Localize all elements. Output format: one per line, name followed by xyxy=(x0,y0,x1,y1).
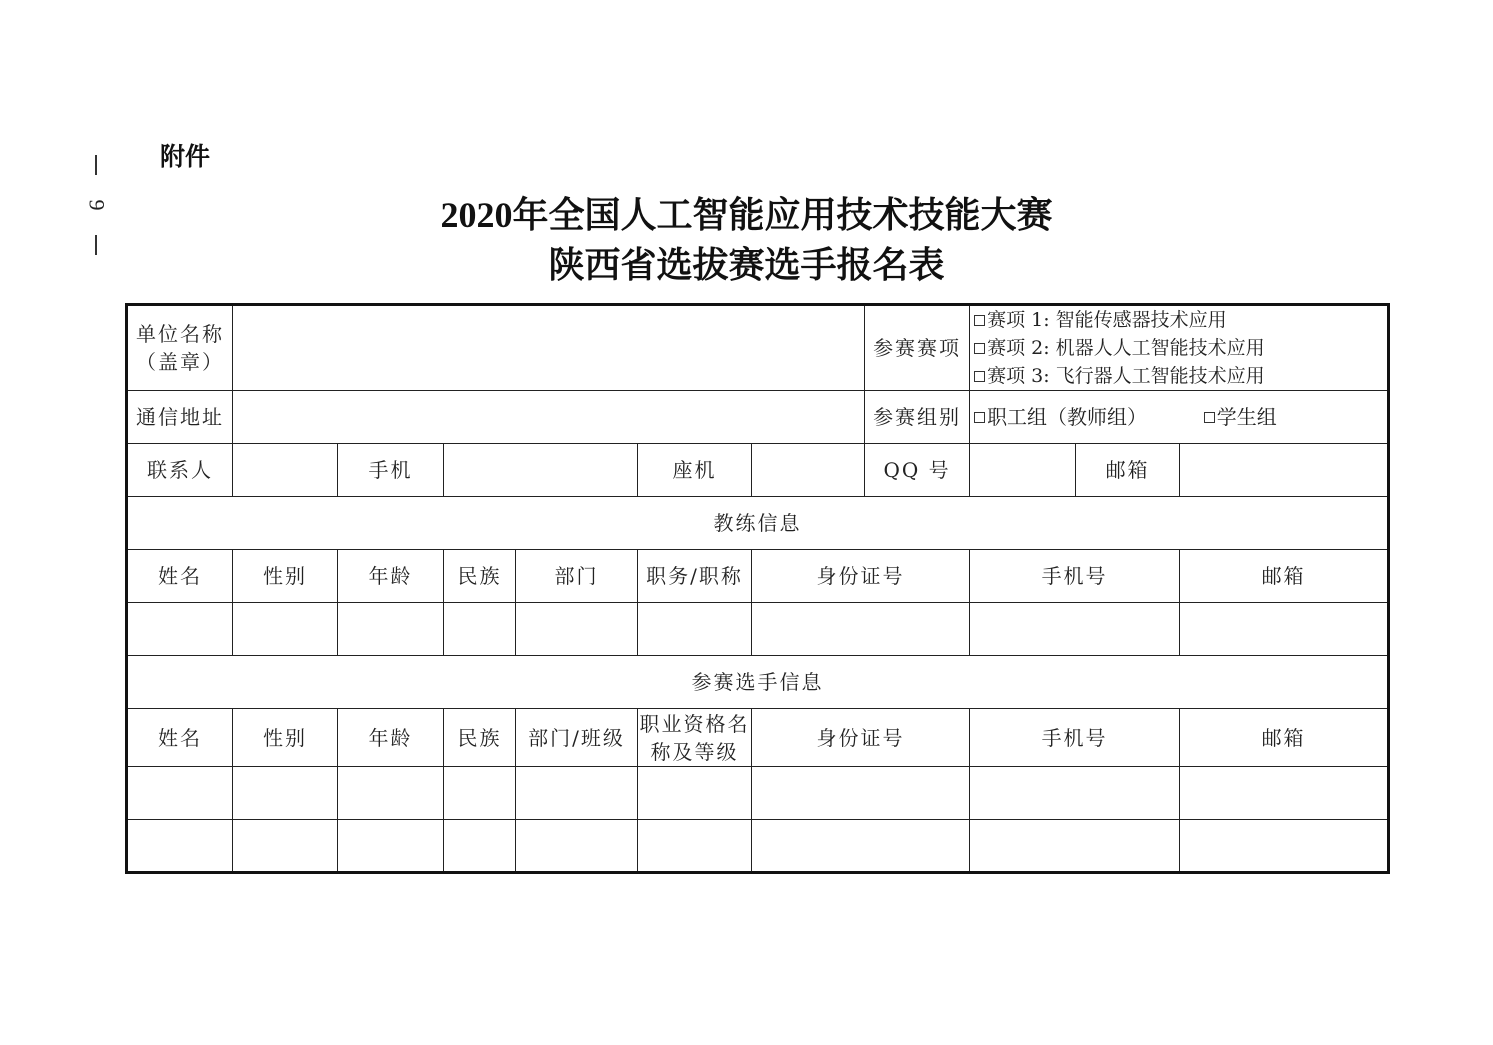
title-line-2: 陕西省选拔赛选手报名表 xyxy=(548,245,945,286)
group-option-staff[interactable] xyxy=(974,405,1147,429)
checkbox-icon[interactable] xyxy=(974,315,985,326)
contestant-header-id-number: 身份证号 xyxy=(752,709,970,767)
page-number-value: 9 xyxy=(84,199,109,211)
contestant-name-field[interactable] xyxy=(127,767,233,820)
coach-section-title: 教练信息 xyxy=(127,497,1389,550)
row-contestant-headers xyxy=(127,709,1389,767)
form-title xyxy=(0,190,1493,291)
group-options xyxy=(970,391,1389,444)
contestant-phone-field[interactable] xyxy=(970,767,1180,820)
contestant-header-qualification xyxy=(638,709,752,767)
event-option-2[interactable] xyxy=(974,334,1387,362)
contestant-qualification-field[interactable] xyxy=(638,767,752,820)
contact-person-field[interactable] xyxy=(233,444,338,497)
page-number-dash-top xyxy=(95,155,97,175)
address-field[interactable] xyxy=(233,391,865,444)
coach-title-field[interactable] xyxy=(638,603,752,656)
coach-header-gender: 性别 xyxy=(233,550,338,603)
contestant-qualification-field[interactable] xyxy=(638,820,752,873)
checkbox-icon[interactable] xyxy=(974,343,985,354)
qq-label: QQ 号 xyxy=(865,444,970,497)
checkbox-icon[interactable] xyxy=(1204,412,1215,423)
coach-gender-field[interactable] xyxy=(233,603,338,656)
unit-name-label-line1: 单位名称 xyxy=(136,322,224,346)
event-option-3[interactable] xyxy=(974,362,1387,390)
coach-header-age: 年龄 xyxy=(338,550,444,603)
unit-name-label-line2: （盖章） xyxy=(136,350,224,374)
coach-header-ethnicity: 民族 xyxy=(444,550,516,603)
title-year: 2020 xyxy=(440,195,513,235)
mobile-label: 手机 xyxy=(338,444,444,497)
group-option-student[interactable] xyxy=(1204,405,1277,429)
group-label: 参赛组别 xyxy=(865,391,970,444)
contestant-header-qualification-line1: 职业资格名 xyxy=(639,711,750,736)
contestant-email-field[interactable] xyxy=(1180,820,1389,873)
contestant-header-phone: 手机号 xyxy=(970,709,1180,767)
row-contestant-title xyxy=(127,656,1389,709)
coach-header-department: 部门 xyxy=(516,550,638,603)
title-line-1 xyxy=(0,190,1493,241)
coach-header-phone: 手机号 xyxy=(970,550,1180,603)
contestant-ethnicity-field[interactable] xyxy=(444,820,516,873)
contact-person-label: 联系人 xyxy=(127,444,233,497)
contestant-age-field[interactable] xyxy=(338,820,444,873)
landline-label: 座机 xyxy=(638,444,752,497)
row-coach-headers xyxy=(127,550,1389,603)
coach-department-field[interactable] xyxy=(516,603,638,656)
contestant-header-department-class: 部门/班级 xyxy=(516,709,638,767)
unit-name-field[interactable] xyxy=(233,305,865,391)
event-options xyxy=(970,305,1389,391)
contestant-gender-field[interactable] xyxy=(233,767,338,820)
event-option-1[interactable] xyxy=(974,306,1387,334)
coach-ethnicity-field[interactable] xyxy=(444,603,516,656)
unit-name-label xyxy=(127,305,233,391)
contestant-email-field[interactable] xyxy=(1180,767,1389,820)
contestant-header-qualification-line2: 称及等级 xyxy=(650,739,739,764)
title-line-1-text: 年全国人工智能应用技术技能大赛 xyxy=(512,195,1053,236)
event-option-2-label: 赛项 2: 机器人人工智能技术应用 xyxy=(987,337,1265,359)
contestant-header-gender: 性别 xyxy=(233,709,338,767)
group-option-staff-label: 职工组（教师组） xyxy=(987,405,1148,429)
contestant-gender-field[interactable] xyxy=(233,820,338,873)
coach-id-field[interactable] xyxy=(752,603,970,656)
contestant-header-name: 姓名 xyxy=(127,709,233,767)
checkbox-icon[interactable] xyxy=(974,412,985,423)
address-label: 通信地址 xyxy=(127,391,233,444)
event-option-3-label: 赛项 3: 飞行器人工智能技术应用 xyxy=(987,365,1265,387)
contestant-section-title: 参赛选手信息 xyxy=(127,656,1389,709)
contestant-age-field[interactable] xyxy=(338,767,444,820)
row-coach-title xyxy=(127,497,1389,550)
email-field[interactable] xyxy=(1180,444,1389,497)
contestant-header-ethnicity: 民族 xyxy=(444,709,516,767)
coach-name-field[interactable] xyxy=(127,603,233,656)
row-unit-name xyxy=(127,305,1389,391)
landline-field[interactable] xyxy=(752,444,865,497)
contestant-id-field[interactable] xyxy=(752,767,970,820)
coach-data-row xyxy=(127,603,1389,656)
contestant-department-field[interactable] xyxy=(516,767,638,820)
contestant-header-email: 邮箱 xyxy=(1180,709,1389,767)
row-address xyxy=(127,391,1389,444)
contestant-department-field[interactable] xyxy=(516,820,638,873)
coach-header-email: 邮箱 xyxy=(1180,550,1389,603)
attachment-label: 附件 xyxy=(160,142,211,171)
row-contact xyxy=(127,444,1389,497)
event-option-1-label: 赛项 1: 智能传感器技术应用 xyxy=(987,309,1227,331)
contestant-phone-field[interactable] xyxy=(970,820,1180,873)
mobile-field[interactable] xyxy=(444,444,638,497)
event-label: 参赛赛项 xyxy=(865,305,970,391)
contestant-header-age: 年龄 xyxy=(338,709,444,767)
coach-email-field[interactable] xyxy=(1180,603,1389,656)
coach-age-field[interactable] xyxy=(338,603,444,656)
qq-field[interactable] xyxy=(970,444,1076,497)
coach-header-id-number: 身份证号 xyxy=(752,550,970,603)
checkbox-icon[interactable] xyxy=(974,371,985,382)
coach-header-name: 姓名 xyxy=(127,550,233,603)
contestant-name-field[interactable] xyxy=(127,820,233,873)
contestant-ethnicity-field[interactable] xyxy=(444,767,516,820)
contestant-data-row xyxy=(127,820,1389,873)
coach-phone-field[interactable] xyxy=(970,603,1180,656)
coach-header-title: 职务/职称 xyxy=(638,550,752,603)
contestant-data-row xyxy=(127,767,1389,820)
registration-form-table xyxy=(125,303,1390,874)
email-label: 邮箱 xyxy=(1076,444,1180,497)
group-option-student-label: 学生组 xyxy=(1216,405,1277,429)
contestant-id-field[interactable] xyxy=(752,820,970,873)
